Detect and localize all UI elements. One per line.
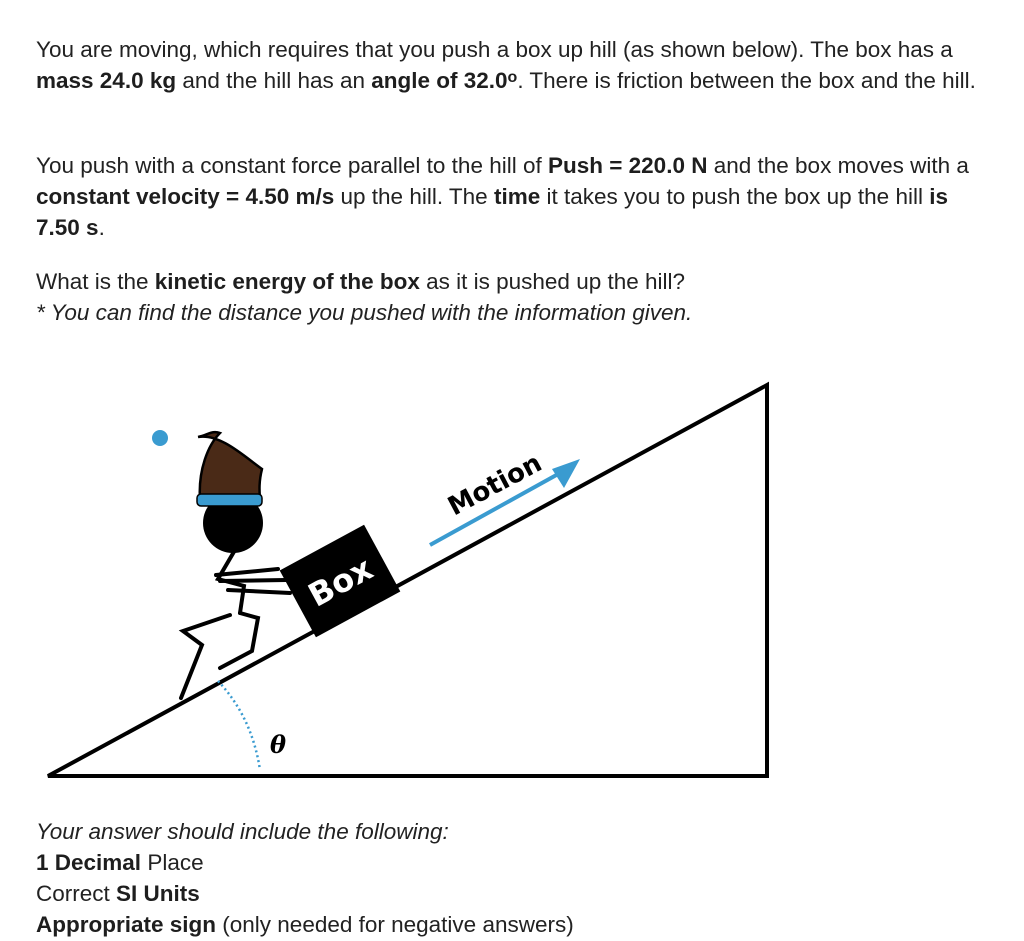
requirement-units bbox=[36, 878, 996, 909]
requirement-sign-bold: Appropriate sign bbox=[36, 912, 217, 937]
p2-text-1: You push with a constant force parallel to the hill of bbox=[36, 153, 548, 178]
requirement-decimal-rest: Place bbox=[141, 850, 204, 875]
requirement-units-bold: SI Units bbox=[116, 881, 200, 906]
requirement-decimal bbox=[36, 847, 996, 878]
kinetic-energy-term: kinetic energy of the box bbox=[154, 269, 420, 294]
requirements-heading: Your answer should include the following: bbox=[36, 819, 449, 844]
p1-text-2: and the hill has an bbox=[176, 68, 372, 93]
time-word: time bbox=[493, 184, 541, 209]
requirement-decimal-bold: 1 Decimal bbox=[36, 850, 142, 875]
hint-text: * You can find the distance you pushed with the information given. bbox=[36, 300, 693, 325]
degree-symbol: o bbox=[507, 69, 518, 86]
requirement-sign bbox=[36, 909, 996, 940]
requirements bbox=[36, 816, 996, 940]
requirement-units-pre: Correct bbox=[36, 881, 117, 906]
p1-text-1: You are moving, which requires that you push a box up hill (as shown below). The box has a bbox=[36, 37, 953, 62]
velocity-value: constant velocity = 4.50 m/s bbox=[36, 184, 335, 209]
hat bbox=[198, 432, 262, 500]
motion-label: Motion bbox=[443, 448, 547, 523]
problem-paragraph-2 bbox=[36, 150, 996, 243]
question-line bbox=[36, 266, 996, 297]
p2-text-3: up the hill. The bbox=[334, 184, 494, 209]
box-label: Box bbox=[301, 549, 379, 615]
angle-symbol: θ bbox=[270, 730, 287, 759]
problem-paragraph-1 bbox=[36, 34, 996, 96]
push-value: Push = 220.0 N bbox=[548, 153, 708, 178]
hat-pompom bbox=[152, 430, 168, 446]
requirement-sign-rest: (only needed for negative answers) bbox=[216, 912, 574, 937]
p2-text-5: . bbox=[98, 215, 105, 240]
p1-text-3: . There is friction between the box and the hill. bbox=[517, 68, 976, 93]
incline-diagram bbox=[40, 375, 780, 785]
angle-value: angle of 32.0 bbox=[371, 68, 508, 93]
hat-band bbox=[197, 494, 262, 506]
question-paragraph bbox=[36, 266, 996, 328]
motion-arrow-head bbox=[552, 459, 580, 488]
p2-text-2: and the box moves with a bbox=[707, 153, 969, 178]
p2-text-4: it takes you to push the box up the hill bbox=[540, 184, 930, 209]
mass-value: mass 24.0 kg bbox=[36, 68, 177, 93]
q-text-1: What is the bbox=[36, 269, 155, 294]
time-value: is 7.50 s bbox=[36, 184, 948, 240]
q-text-2: as it is pushed up the hill? bbox=[419, 269, 686, 294]
